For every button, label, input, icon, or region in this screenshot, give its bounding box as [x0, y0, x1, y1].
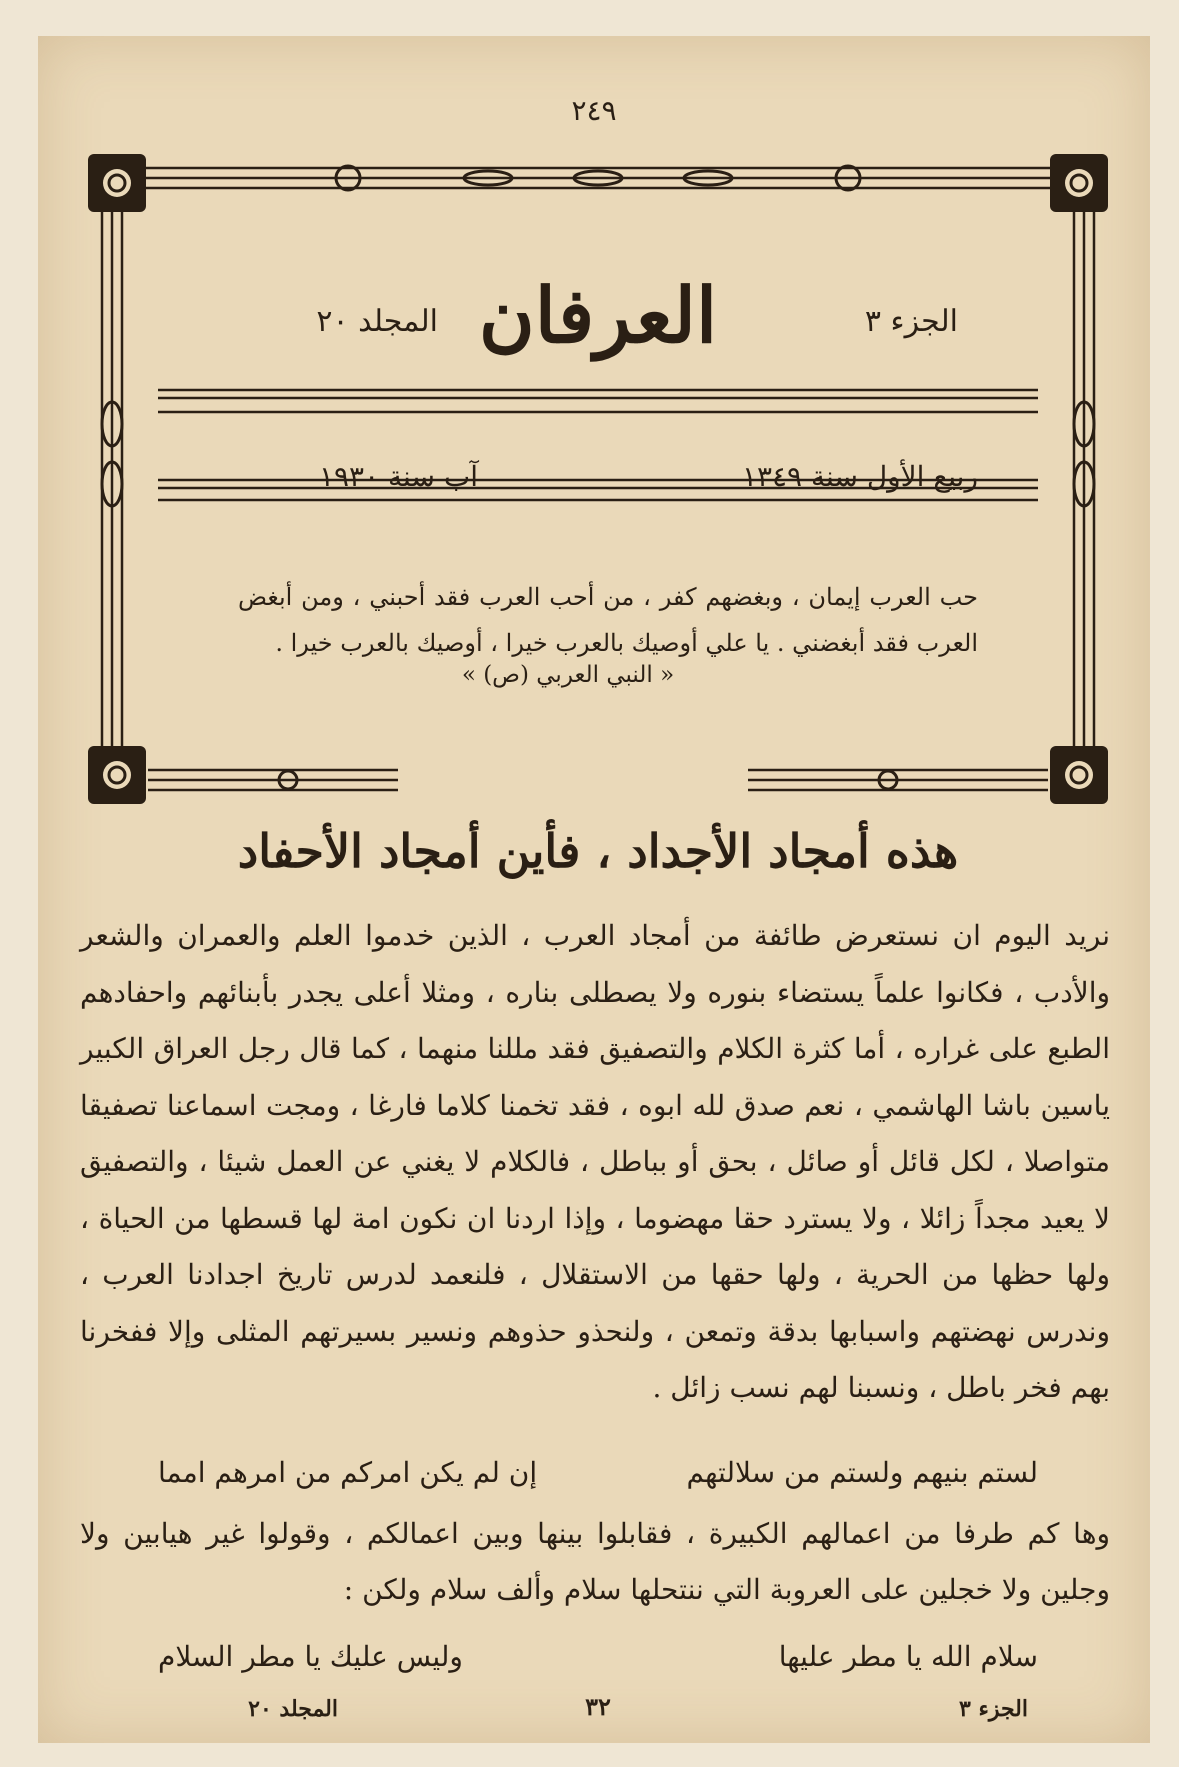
footer-page-number: ٣٢	[585, 1692, 611, 1721]
article-body-continued: وها كم طرفا من اعمالهم الكبيرة ، فقابلوا بينها وبين اعمالكم ، وقولوا غير هيابين ولا وجلين ولا خجلين على العروبة التي ننتحلها سلام وألف سلام ولكن :	[80, 1517, 1110, 1606]
verse-1-first-hemistich: لستم بنيهم ولستم من سلالتهم	[686, 1456, 1038, 1489]
page-number: ٢٤٩	[571, 94, 617, 127]
footer-issue: الجزء ٣	[959, 1696, 1028, 1722]
hadith-quote: حب العرب إيمان ، وبغضهم كفر ، من أحب العرب فقد أحبني ، ومن أبغض العرب فقد أبغضني . يا علي أوصيك بالعرب خيرا ، أوصيك بالعرب خيرا .	[238, 583, 978, 657]
poem-verse-1	[158, 1456, 1038, 1502]
article-title: هذه أمجاد الأجداد ، فأين أمجاد الأحفاد	[237, 824, 959, 878]
gregorian-date: آب سنة ١٩٣٠	[318, 460, 478, 493]
verse-1-second-hemistich: إن لم يكن امركم من امرهم امما	[158, 1456, 538, 1489]
magazine-title: العرفان	[478, 271, 718, 360]
article-body: نريد اليوم ان نستعرض طائفة من أمجاد العرب ، الذين خدموا العلم والعمران والشعر والأدب ، فكانوا علماً يستضاء بنوره ولا يصطلى بناره ، ومثلا أعلى يجدر بأبنائهم واحفادهم الطبع على غراره ، أما كثرة الكلام والتصفيق فقد مللنا منهما ، كما قال رجل العراق الكبير ياسين باشا الهاشمي ، نعم صدق لله ابوه ، فقد تخمنا كلاما فارغا ، ومجت اسماعنا تصفيقا متواصلا ، لكل قائل أو صائل ، بحق أو بباطل ، فالكلام لا يغني عن العمل شيئا ، والتصفيق لا يعيد مجداً زائلا ، ولا يسترد حقا مهضوما ، وإذا اردنا ان نكون امة لها قسطها من الحياة ، ولها حظها من الحرية ، ولها حقها من الاستقلال ، فلنعمد لدرس تاريخ اجدادنا العرب ، وندرس نهضتهم واسبابها بدقة وتمعن ، ولنحذو حذوهم ونسير بسيرتهم المثلى وإلا ففخرنا بهم فخر باطل ، ونسبنا لهم نسب زائل .	[80, 919, 1110, 1404]
verse-2-first-hemistich: سلام الله يا مطر عليها	[778, 1640, 1038, 1673]
hadith-attribution: « النبي العربي (ص) »	[461, 662, 675, 688]
volume-label: المجلد ٢٠	[316, 304, 438, 339]
verse-2-second-hemistich: وليس عليك يا مطر السلام	[158, 1640, 463, 1673]
issue-label: الجزء ٣	[864, 304, 958, 339]
magazine-page	[38, 36, 1150, 1743]
hijri-date: ربيع الأول سنة ١٣٤٩	[741, 460, 978, 493]
poem-verse-2	[158, 1640, 1038, 1686]
footer-volume: المجلد ٢٠	[248, 1696, 338, 1722]
